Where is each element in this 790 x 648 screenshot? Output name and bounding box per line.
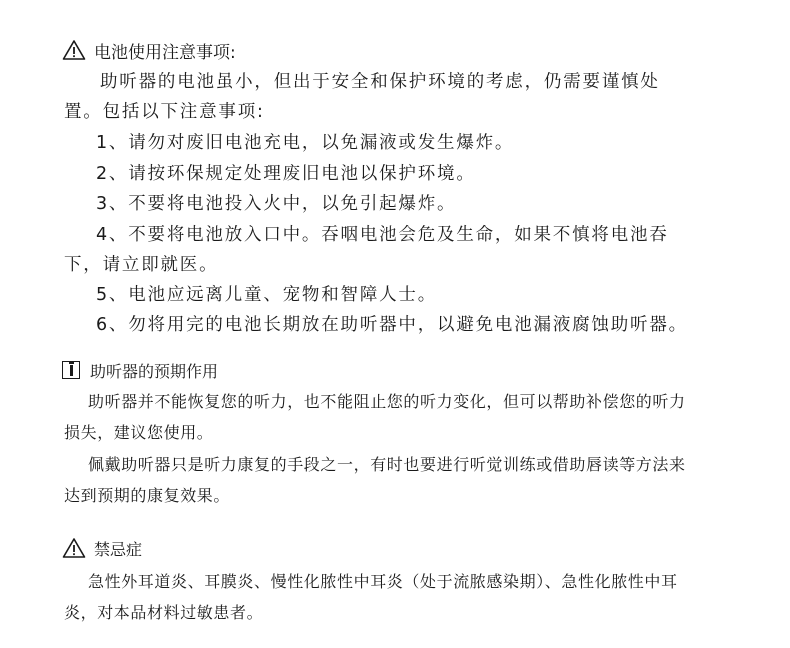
warning-triangle-icon <box>62 39 86 61</box>
battery-list-item-cont: 下，请立即就医。 <box>64 255 219 275</box>
battery-list-item: 5、电池应远离儿童、宠物和智障人士。 <box>96 285 438 305</box>
warning-triangle-icon <box>62 537 86 559</box>
battery-paragraph-line: 助听器的电池虽小，但出于安全和保护环境的考虑，仍需要谨慎处 <box>100 72 660 92</box>
battery-heading-text: 电池使用注意事项: <box>94 42 236 63</box>
contra-paragraph-line: 炎，对本品材料过敏患者。 <box>64 603 264 622</box>
contra-heading-text: 禁忌症 <box>94 539 143 559</box>
battery-list-item: 4、不要将电池放入口中。吞咽电池会危及生命，如果不慎将电池吞 <box>96 225 669 245</box>
battery-paragraph-line: 置。包括以下注意事项: <box>64 102 265 122</box>
contra-paragraph-line: 急性外耳道炎、耳膜炎、慢性化脓性中耳炎（处于流脓感染期）、急性化脓性中耳 <box>88 572 678 591</box>
purpose-paragraph-line: 助听器并不能恢复您的听力，也不能阻止您的听力变化，但可以帮助补偿您的听力 <box>88 392 686 411</box>
purpose-heading <box>62 357 218 383</box>
purpose-paragraph-line: 达到预期的康复效果。 <box>64 486 231 505</box>
battery-list-item: 6、勿将用完的电池长期放在助听器中，以避免电池漏液腐蚀助听器。 <box>96 315 688 335</box>
contraindication-heading <box>62 535 142 561</box>
battery-list-item: 2、请按环保规定处理废旧电池以保护环境。 <box>96 164 476 184</box>
info-icon <box>62 361 80 379</box>
purpose-paragraph-line: 损失，建议您使用。 <box>64 423 214 442</box>
purpose-heading-text: 助听器的预期作用 <box>90 361 219 381</box>
purpose-paragraph-line: 佩戴助听器只是听力康复的手段之一，有时也要进行听觉训练或借助唇读等方法来 <box>88 455 686 474</box>
battery-list-item: 1、请勿对废旧电池充电，以免漏液或发生爆炸。 <box>96 133 515 153</box>
battery-warning-heading <box>62 37 236 63</box>
battery-list-item: 3、不要将电池投入火中，以免引起爆炸。 <box>96 194 457 214</box>
